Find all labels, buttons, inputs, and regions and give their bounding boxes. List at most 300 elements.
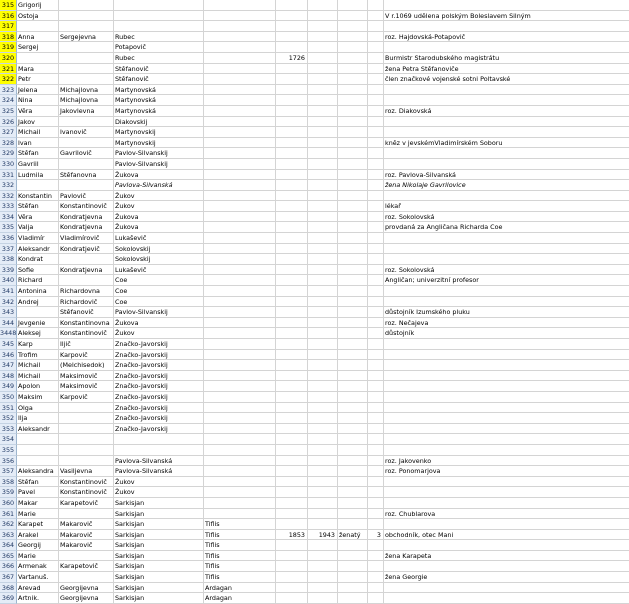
status-cell[interactable] (338, 265, 368, 276)
year-cell[interactable] (276, 42, 308, 53)
year-end-cell[interactable] (308, 381, 338, 392)
year-end-cell[interactable] (308, 487, 338, 498)
year-end-cell[interactable] (308, 477, 338, 488)
year-cell[interactable] (276, 339, 308, 350)
note-cell[interactable] (384, 561, 629, 572)
status-cell[interactable] (338, 328, 368, 339)
year-end-cell[interactable] (308, 127, 338, 138)
surname-cell[interactable] (114, 11, 204, 22)
patronymic-cell[interactable] (59, 64, 114, 75)
place-cell[interactable] (204, 95, 276, 106)
count-cell[interactable] (368, 360, 384, 371)
count-cell[interactable] (368, 0, 384, 11)
first-name-cell[interactable]: Stěfan (17, 201, 59, 212)
row-number[interactable]: 331 (0, 170, 17, 181)
count-cell[interactable] (368, 11, 384, 22)
note-cell[interactable]: žena Georgie (384, 572, 629, 583)
year-end-cell[interactable] (308, 297, 338, 308)
first-name-cell[interactable]: Antonina (17, 286, 59, 297)
surname-cell[interactable]: Žukova (114, 212, 204, 223)
place-cell[interactable]: Tiflis (204, 519, 276, 530)
first-name-cell[interactable]: Mara (17, 64, 59, 75)
year-cell[interactable] (276, 498, 308, 509)
count-cell[interactable] (368, 297, 384, 308)
place-cell[interactable] (204, 32, 276, 43)
year-cell[interactable] (276, 180, 308, 191)
status-cell[interactable] (338, 85, 368, 96)
patronymic-cell[interactable] (59, 456, 114, 467)
row-number[interactable]: 353 (0, 424, 17, 435)
year-end-cell[interactable] (308, 170, 338, 181)
year-cell[interactable] (276, 222, 308, 233)
year-cell[interactable] (276, 328, 308, 339)
row-number[interactable]: 315 (0, 0, 17, 11)
note-cell[interactable] (384, 159, 629, 170)
first-name-cell[interactable]: Pavel (17, 487, 59, 498)
status-cell[interactable] (338, 106, 368, 117)
surname-cell[interactable]: Žukov (114, 487, 204, 498)
first-name-cell[interactable] (17, 21, 59, 32)
status-cell[interactable] (338, 381, 368, 392)
note-cell[interactable] (384, 297, 629, 308)
year-end-cell[interactable] (308, 159, 338, 170)
row-number[interactable]: 323 (0, 85, 17, 96)
status-cell[interactable] (338, 540, 368, 551)
count-cell[interactable] (368, 191, 384, 202)
place-cell[interactable] (204, 307, 276, 318)
year-cell[interactable] (276, 413, 308, 424)
surname-cell[interactable]: Martynovská (114, 106, 204, 117)
count-cell[interactable] (368, 561, 384, 572)
first-name-cell[interactable]: Ivan (17, 138, 59, 149)
note-cell[interactable]: lékař (384, 201, 629, 212)
status-cell[interactable] (338, 572, 368, 583)
row-number[interactable]: 3448 (0, 329, 17, 338)
row-number[interactable]: 340 (0, 275, 17, 286)
note-cell[interactable]: roz. Pavlova-Silvanská (384, 170, 629, 181)
status-cell[interactable] (338, 350, 368, 361)
status-cell[interactable] (338, 583, 368, 594)
surname-cell[interactable]: Značko-Javorskij (114, 350, 204, 361)
year-end-cell[interactable] (308, 583, 338, 594)
year-cell[interactable] (276, 540, 308, 551)
status-cell[interactable]: ženatý (338, 530, 368, 541)
first-name-cell[interactable]: Vartanuš. (17, 572, 59, 583)
first-name-cell[interactable]: Ilja (17, 413, 59, 424)
first-name-cell[interactable]: Jevgenie (17, 318, 59, 329)
year-end-cell[interactable] (308, 350, 338, 361)
first-name-cell[interactable]: Věra (17, 212, 59, 223)
note-cell[interactable]: žena Petra Stěfanoviče (384, 64, 629, 75)
patronymic-cell[interactable]: Makarovič (59, 530, 114, 541)
note-cell[interactable]: Burmistr Starodubského magistrátu (384, 53, 629, 64)
year-cell[interactable] (276, 233, 308, 244)
count-cell[interactable] (368, 201, 384, 212)
patronymic-cell[interactable]: Kondratjevna (59, 265, 114, 276)
status-cell[interactable] (338, 32, 368, 43)
count-cell[interactable] (368, 159, 384, 170)
year-cell[interactable] (276, 74, 308, 85)
row-number[interactable]: 341 (0, 286, 17, 297)
count-cell[interactable] (368, 424, 384, 435)
year-cell[interactable] (276, 201, 308, 212)
row-number[interactable]: 356 (0, 456, 17, 467)
surname-cell[interactable]: Lukaševič (114, 233, 204, 244)
year-end-cell[interactable] (308, 233, 338, 244)
surname-cell[interactable]: Značko-Javorskij (114, 403, 204, 414)
patronymic-cell[interactable]: (Melchisedok) (59, 360, 114, 371)
patronymic-cell[interactable] (59, 572, 114, 583)
first-name-cell[interactable]: Apolon (17, 381, 59, 392)
year-end-cell[interactable] (308, 519, 338, 530)
year-end-cell[interactable] (308, 254, 338, 265)
patronymic-cell[interactable]: Kondratjevna (59, 212, 114, 223)
status-cell[interactable] (338, 53, 368, 64)
patronymic-cell[interactable]: Makarovič (59, 540, 114, 551)
patronymic-cell[interactable]: Maksimovič (59, 371, 114, 382)
first-name-cell[interactable]: Marie (17, 551, 59, 562)
row-number[interactable]: 352 (0, 413, 17, 424)
note-cell[interactable]: žena Nikolaje Gavrilovice (384, 180, 629, 191)
status-cell[interactable] (338, 180, 368, 191)
surname-cell[interactable]: Rubec (114, 53, 204, 64)
status-cell[interactable] (338, 222, 368, 233)
place-cell[interactable] (204, 434, 276, 445)
note-cell[interactable]: roz. Jakovenko (384, 456, 629, 467)
surname-cell[interactable] (114, 21, 204, 32)
year-cell[interactable] (276, 138, 308, 149)
status-cell[interactable] (338, 445, 368, 456)
note-cell[interactable] (384, 339, 629, 350)
row-number[interactable]: 327 (0, 127, 17, 138)
count-cell[interactable] (368, 148, 384, 159)
surname-cell[interactable]: Diakovskij (114, 117, 204, 128)
row-number[interactable]: 363 (0, 530, 17, 541)
place-cell[interactable] (204, 201, 276, 212)
count-cell[interactable] (368, 53, 384, 64)
year-cell[interactable] (276, 466, 308, 477)
year-cell[interactable] (276, 0, 308, 11)
count-cell[interactable] (368, 392, 384, 403)
count-cell[interactable] (368, 265, 384, 276)
count-cell[interactable] (368, 275, 384, 286)
count-cell[interactable] (368, 572, 384, 583)
surname-cell[interactable]: Sarkisjan (114, 509, 204, 520)
first-name-cell[interactable]: Olga (17, 403, 59, 414)
year-end-cell[interactable] (308, 540, 338, 551)
note-cell[interactable] (384, 350, 629, 361)
surname-cell[interactable]: Coe (114, 275, 204, 286)
year-cell[interactable]: 1853 (276, 530, 308, 541)
surname-cell[interactable]: Pavlova-Silvanská (114, 466, 204, 477)
count-cell[interactable] (368, 593, 384, 604)
count-cell[interactable] (368, 42, 384, 53)
year-cell[interactable] (276, 318, 308, 329)
year-cell[interactable] (276, 371, 308, 382)
surname-cell[interactable]: Značko-Javorskij (114, 413, 204, 424)
surname-cell[interactable]: Sokolovskij (114, 254, 204, 265)
status-cell[interactable] (338, 318, 368, 329)
place-cell[interactable] (204, 254, 276, 265)
year-cell[interactable] (276, 148, 308, 159)
surname-cell[interactable]: Stěfanovič (114, 74, 204, 85)
note-cell[interactable] (384, 0, 629, 11)
status-cell[interactable] (338, 244, 368, 255)
patronymic-cell[interactable] (59, 434, 114, 445)
surname-cell[interactable]: Coe (114, 286, 204, 297)
patronymic-cell[interactable]: Karpovič (59, 350, 114, 361)
row-number[interactable]: 333 (0, 201, 17, 212)
row-number[interactable]: 350 (0, 392, 17, 403)
row-number[interactable]: 369 (0, 593, 17, 604)
patronymic-cell[interactable] (59, 445, 114, 456)
count-cell[interactable] (368, 413, 384, 424)
surname-cell[interactable]: Potapovič (114, 42, 204, 53)
year-end-cell[interactable] (308, 74, 338, 85)
count-cell[interactable] (368, 519, 384, 530)
patronymic-cell[interactable]: Konstantinovič (59, 328, 114, 339)
place-cell[interactable] (204, 85, 276, 96)
place-cell[interactable]: Tiflis (204, 561, 276, 572)
year-cell[interactable] (276, 551, 308, 562)
count-cell[interactable] (368, 509, 384, 520)
place-cell[interactable] (204, 487, 276, 498)
status-cell[interactable] (338, 297, 368, 308)
year-cell[interactable] (276, 106, 308, 117)
first-name-cell[interactable]: Nina (17, 95, 59, 106)
count-cell[interactable] (368, 127, 384, 138)
surname-cell[interactable]: Sarkisjan (114, 593, 204, 604)
year-end-cell[interactable] (308, 244, 338, 255)
status-cell[interactable] (338, 201, 368, 212)
row-number[interactable]: 318 (0, 32, 17, 43)
year-end-cell[interactable] (308, 307, 338, 318)
note-cell[interactable]: Angličan; univerzitní profesor (384, 275, 629, 286)
note-cell[interactable]: roz. Sokolovská (384, 265, 629, 276)
first-name-cell[interactable]: Konstantin (17, 191, 59, 202)
note-cell[interactable]: V r.1069 udělena polským Boleslavem Silným (384, 11, 629, 22)
place-cell[interactable] (204, 265, 276, 276)
year-end-cell[interactable] (308, 95, 338, 106)
first-name-cell[interactable]: Gavriil (17, 159, 59, 170)
count-cell[interactable] (368, 212, 384, 223)
year-cell[interactable] (276, 244, 308, 255)
note-cell[interactable] (384, 148, 629, 159)
row-number[interactable]: 330 (0, 159, 17, 170)
surname-cell[interactable]: Žukov (114, 191, 204, 202)
year-cell[interactable] (276, 434, 308, 445)
note-cell[interactable] (384, 403, 629, 414)
first-name-cell[interactable]: Karp (17, 339, 59, 350)
patronymic-cell[interactable] (59, 551, 114, 562)
first-name-cell[interactable]: Aleksandr (17, 424, 59, 435)
year-end-cell[interactable] (308, 53, 338, 64)
place-cell[interactable] (204, 0, 276, 11)
patronymic-cell[interactable] (59, 424, 114, 435)
first-name-cell[interactable]: Artnik. (17, 593, 59, 604)
note-cell[interactable]: člen značkové vojenské sotni Poltavské (384, 74, 629, 85)
place-cell[interactable]: Tiflis (204, 551, 276, 562)
year-cell[interactable] (276, 170, 308, 181)
place-cell[interactable]: Tiflis (204, 572, 276, 583)
first-name-cell[interactable]: Ostoja (17, 11, 59, 22)
count-cell[interactable] (368, 32, 384, 43)
year-end-cell[interactable] (308, 212, 338, 223)
year-end-cell[interactable] (308, 561, 338, 572)
count-cell[interactable] (368, 74, 384, 85)
status-cell[interactable] (338, 413, 368, 424)
count-cell[interactable]: 3 (368, 530, 384, 541)
surname-cell[interactable]: Sarkisjan (114, 530, 204, 541)
status-cell[interactable] (338, 593, 368, 604)
patronymic-cell[interactable]: Richardovič (59, 297, 114, 308)
patronymic-cell[interactable] (59, 254, 114, 265)
place-cell[interactable] (204, 466, 276, 477)
row-number[interactable]: 355 (0, 445, 17, 456)
place-cell[interactable] (204, 170, 276, 181)
patronymic-cell[interactable] (59, 159, 114, 170)
first-name-cell[interactable]: Michail (17, 371, 59, 382)
place-cell[interactable]: Ardagan (204, 583, 276, 594)
status-cell[interactable] (338, 74, 368, 85)
year-cell[interactable] (276, 572, 308, 583)
surname-cell[interactable]: Žukova (114, 318, 204, 329)
status-cell[interactable] (338, 360, 368, 371)
count-cell[interactable] (368, 254, 384, 265)
count-cell[interactable] (368, 403, 384, 414)
place-cell[interactable] (204, 233, 276, 244)
year-cell[interactable] (276, 254, 308, 265)
row-number[interactable]: 332 (0, 191, 17, 202)
row-number[interactable]: 322 (0, 74, 17, 85)
year-end-cell[interactable] (308, 222, 338, 233)
year-end-cell[interactable] (308, 572, 338, 583)
place-cell[interactable] (204, 381, 276, 392)
status-cell[interactable] (338, 95, 368, 106)
surname-cell[interactable]: Martynovskij (114, 127, 204, 138)
first-name-cell[interactable] (17, 434, 59, 445)
surname-cell[interactable]: Martynovskij (114, 138, 204, 149)
year-cell[interactable] (276, 350, 308, 361)
year-end-cell[interactable] (308, 11, 338, 22)
first-name-cell[interactable]: Richard (17, 275, 59, 286)
year-cell[interactable] (276, 509, 308, 520)
place-cell[interactable] (204, 191, 276, 202)
place-cell[interactable] (204, 413, 276, 424)
status-cell[interactable] (338, 170, 368, 181)
surname-cell[interactable]: Sarkisjan (114, 572, 204, 583)
year-cell[interactable] (276, 212, 308, 223)
surname-cell[interactable]: Pavlov-Silvanskij (114, 159, 204, 170)
first-name-cell[interactable]: Aleksandra (17, 466, 59, 477)
surname-cell[interactable]: Rubec (114, 32, 204, 43)
year-cell[interactable] (276, 424, 308, 435)
year-end-cell[interactable] (308, 191, 338, 202)
patronymic-cell[interactable] (59, 21, 114, 32)
surname-cell[interactable]: Sokolovskij (114, 244, 204, 255)
year-end-cell[interactable]: 1943 (308, 530, 338, 541)
year-cell[interactable] (276, 117, 308, 128)
status-cell[interactable] (338, 233, 368, 244)
count-cell[interactable] (368, 381, 384, 392)
first-name-cell[interactable]: Aleksandr (17, 244, 59, 255)
status-cell[interactable] (338, 509, 368, 520)
note-cell[interactable]: obchodník, otec Mani (384, 530, 629, 541)
row-number[interactable]: 357 (0, 466, 17, 477)
first-name-cell[interactable]: Věra (17, 106, 59, 117)
place-cell[interactable] (204, 127, 276, 138)
surname-cell[interactable]: Žukov (114, 328, 204, 339)
place-cell[interactable] (204, 339, 276, 350)
surname-cell[interactable]: Pavlova-Silvanská (114, 456, 204, 467)
place-cell[interactable]: Tiflis (204, 540, 276, 551)
status-cell[interactable] (338, 275, 368, 286)
first-name-cell[interactable] (17, 53, 59, 64)
year-end-cell[interactable] (308, 64, 338, 75)
first-name-cell[interactable]: Sergej (17, 42, 59, 53)
count-cell[interactable] (368, 456, 384, 467)
patronymic-cell[interactable]: Konstantinovna (59, 318, 114, 329)
row-number[interactable]: 360 (0, 498, 17, 509)
year-end-cell[interactable] (308, 138, 338, 149)
status-cell[interactable] (338, 339, 368, 350)
status-cell[interactable] (338, 424, 368, 435)
note-cell[interactable] (384, 42, 629, 53)
place-cell[interactable] (204, 244, 276, 255)
first-name-cell[interactable]: Stěfan (17, 148, 59, 159)
year-cell[interactable] (276, 21, 308, 32)
place-cell[interactable] (204, 360, 276, 371)
first-name-cell[interactable]: Makar (17, 498, 59, 509)
place-cell[interactable]: Ardagan (204, 593, 276, 604)
year-cell[interactable] (276, 477, 308, 488)
count-cell[interactable] (368, 21, 384, 32)
row-number[interactable]: 317 (0, 21, 17, 32)
surname-cell[interactable]: Žukova (114, 222, 204, 233)
note-cell[interactable]: kněz v jevskémVladimírském Soboru (384, 138, 629, 149)
row-number[interactable]: 329 (0, 148, 17, 159)
year-end-cell[interactable] (308, 445, 338, 456)
year-end-cell[interactable] (308, 106, 338, 117)
row-number[interactable]: 368 (0, 583, 17, 594)
status-cell[interactable] (338, 307, 368, 318)
count-cell[interactable] (368, 371, 384, 382)
surname-cell[interactable]: Sarkisjan (114, 561, 204, 572)
place-cell[interactable] (204, 297, 276, 308)
first-name-cell[interactable]: Marie (17, 509, 59, 520)
place-cell[interactable] (204, 11, 276, 22)
row-number[interactable]: 335 (0, 222, 17, 233)
count-cell[interactable] (368, 233, 384, 244)
year-end-cell[interactable] (308, 0, 338, 11)
row-number[interactable]: 324 (0, 95, 17, 106)
patronymic-cell[interactable]: Iljič (59, 339, 114, 350)
year-cell[interactable] (276, 11, 308, 22)
place-cell[interactable] (204, 318, 276, 329)
surname-cell[interactable]: Značko-Javorskij (114, 381, 204, 392)
year-cell[interactable] (276, 360, 308, 371)
note-cell[interactable]: žena Karapeta (384, 551, 629, 562)
status-cell[interactable] (338, 159, 368, 170)
row-number[interactable]: 320 (0, 53, 17, 64)
year-cell[interactable] (276, 297, 308, 308)
year-end-cell[interactable] (308, 466, 338, 477)
row-number[interactable]: 346 (0, 350, 17, 361)
count-cell[interactable] (368, 466, 384, 477)
note-cell[interactable]: důstojník Izumského pluku (384, 307, 629, 318)
status-cell[interactable] (338, 64, 368, 75)
place-cell[interactable] (204, 424, 276, 435)
